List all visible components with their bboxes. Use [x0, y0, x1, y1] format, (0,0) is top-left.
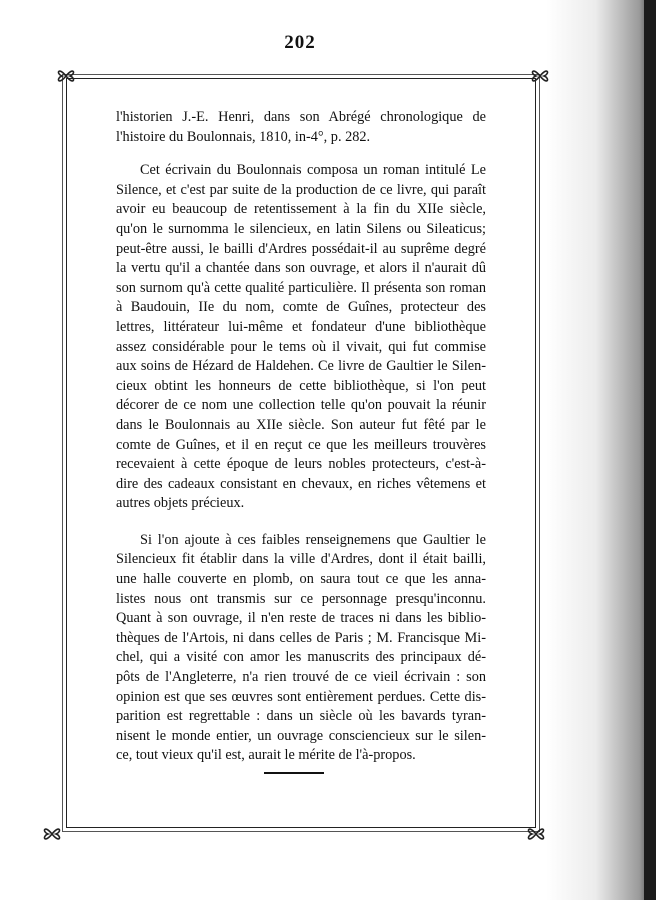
- text-line: à Baudouin, IIe du nom, comte de Guînes, protecteur des: [116, 299, 486, 316]
- text-line: son surnom qu'à cette qualité particulière. Il présenta son roman: [116, 279, 486, 296]
- text-line: avoir eu beaucoup de retentissement à la fin du XIIe siècle,: [116, 201, 486, 218]
- book-spine: [644, 0, 656, 900]
- text-line: une halle couverte en plomb, on saura tout ce que les anna-: [116, 571, 486, 588]
- text-line: recevaient à cette époque de leurs nobles protecteurs, c'est-à-: [116, 456, 486, 473]
- text-line: Silencieux fit établir dans la ville d'Ardres, dont il était bailli,: [116, 551, 486, 568]
- page-number: 202: [284, 32, 316, 53]
- text-line: aux soins de Hézard de Haldehen. Ce livre de Gaultier le Silen-: [116, 358, 486, 375]
- text-line: ce, tout vieux qu'il est, aurait le mérite de l'à-propos.: [116, 747, 416, 764]
- text-line: Cet écrivain du Boulonnais composa un roman intitulé Le: [140, 162, 486, 179]
- text-line: peut-être aussi, le bailli d'Ardres possédait-il au suprême degré: [116, 240, 486, 257]
- text-line: assez considérable pour le tems où il vivait, qui fut commise: [116, 338, 486, 355]
- text-line: opinion est que ses œuvres sont entièrement perdues. Cette dis-: [116, 688, 486, 705]
- text-line: listes nous ont transmis sur ce personnage presqu'inconnu.: [116, 590, 486, 607]
- text-line: Quant à son ouvrage, il n'en reste de traces ni dans les biblio-: [116, 610, 486, 627]
- text-line: nisent le monde entier, un ouvrage consciencieux sur le silen-: [116, 727, 486, 744]
- text-line: lettres, littérateur lui-même et fondateur d'une bibliothèque: [116, 318, 486, 335]
- text-line: cieux obtint les honneurs de cette bibliothèque, si l'on peut: [116, 377, 486, 394]
- text-line: Si l'on ajoute à ces faibles renseignemens que Gaultier le: [140, 531, 486, 548]
- text-line: décorer de ce nom une collection telle qu'on pouvait la réunir: [116, 397, 486, 414]
- text-line: Silence, et c'est par suite de la production de ce livre, qui paraît: [116, 181, 486, 198]
- text-line: pôts de l'Angleterre, n'a rien trouvé de ce vieil écrivain : son: [116, 669, 486, 686]
- page-text: [116, 108, 486, 766]
- page-edge-shadow: [546, 0, 656, 900]
- paragraph-citation: [116, 108, 486, 147]
- text-line: dire des cadeaux consistant en chevaux, en riches vêtemens et: [116, 475, 486, 492]
- text-line: comte de Guînes, et il en reçut ce que les meilleurs trouvères: [116, 436, 486, 453]
- text-line: chel, qui a visité con amor les manuscrits des principaux dé-: [116, 649, 486, 666]
- corner-ornament-icon: [524, 822, 548, 846]
- text-line: qu'on le surnomma le silencieux, en latin Silens ou Sileaticus;: [116, 220, 486, 237]
- text-line: thèques de l'Artois, ni dans celles de Paris ; M. Francisque Mi-: [116, 629, 486, 646]
- text-line: parition est regrettable : dans un siècle où les bavards tyran-: [116, 708, 486, 725]
- text-line: autres objets précieux.: [116, 495, 245, 512]
- corner-ornament-icon: [40, 822, 64, 846]
- text-line: la vertu qu'il a chantée dans son ouvrage, et alors il n'aurait dû: [116, 260, 486, 277]
- text-line: l'historien J.-E. Henri, dans son Abrégé chronologique de: [116, 109, 486, 125]
- section-divider: [264, 772, 324, 774]
- corner-ornament-icon: [528, 64, 552, 88]
- text-line: l'histoire du Boulonnais, 1810, in-4°, p. 282.: [116, 128, 371, 145]
- paragraph-gaultier-ardres: [116, 531, 486, 766]
- corner-ornament-icon: [54, 64, 78, 88]
- text-line: dans le Boulonnais au XIIe siècle. Son auteur fut fêté par le: [116, 416, 486, 433]
- paragraph-roman-le-silence: [116, 161, 486, 514]
